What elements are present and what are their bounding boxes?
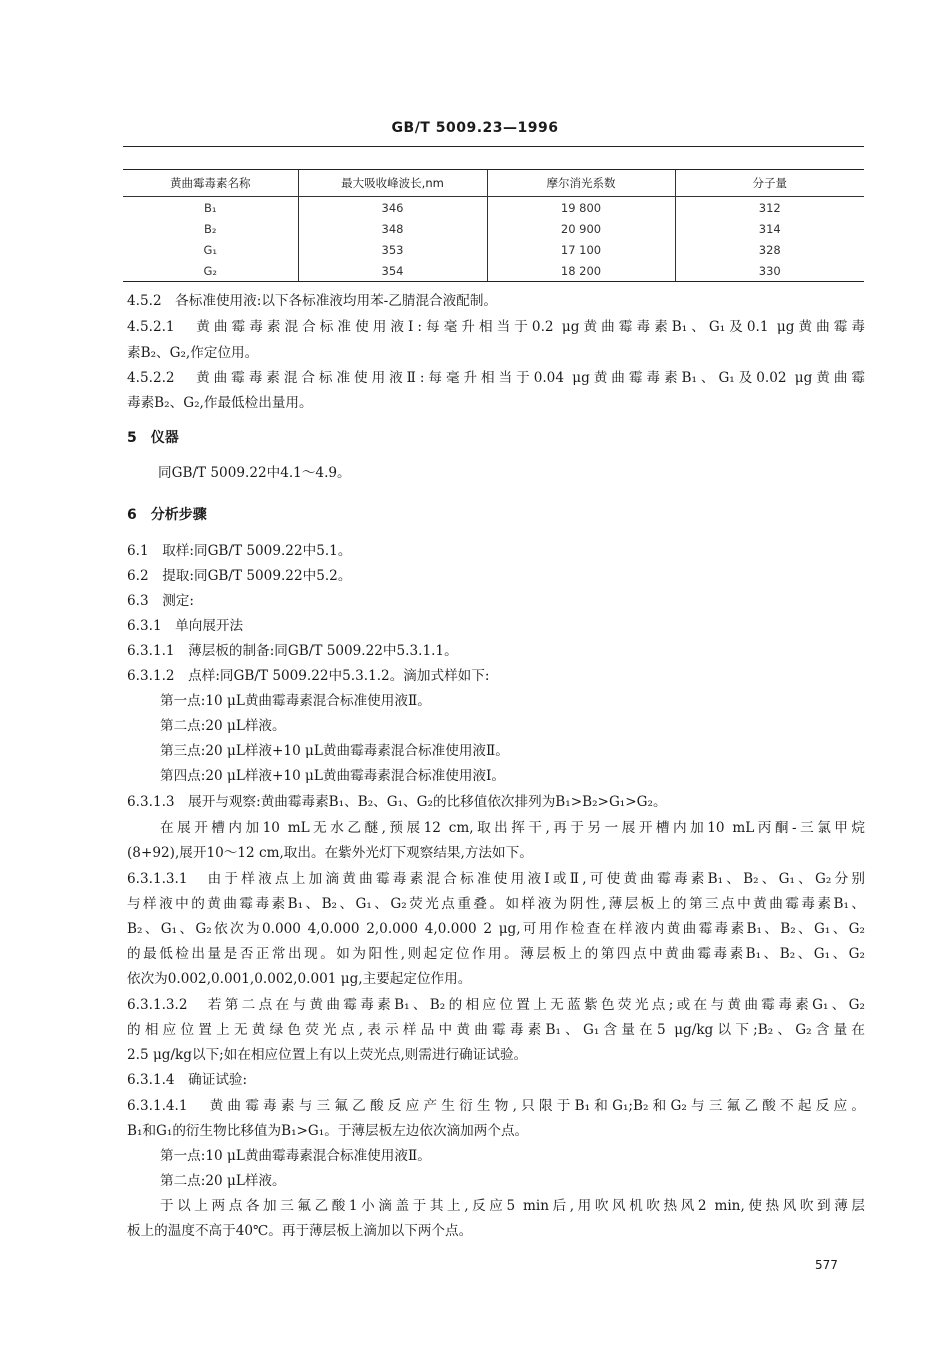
- clause-6-1: 6.1 取样:同GB/T 5009.22中5.1。: [127, 543, 352, 559]
- clause-6-3-1-3-cont: (8+92),展开10～12 cm,取出。在紫外光灯下观察结果,方法如下。: [127, 845, 533, 861]
- clause-6-3-1: 6.3.1 单向展开法: [127, 618, 244, 634]
- section-6-heading: 6 分析步骤: [127, 507, 207, 523]
- spot-4: 第四点:20 μL样液+10 μL黄曲霉毒素混合标准使用液Ⅰ。: [160, 768, 505, 784]
- spot-2: 第二点:20 μL样液。: [160, 718, 286, 734]
- clause-6-3: 6.3 测定:: [127, 593, 194, 609]
- section-5-text: 同GB/T 5009.22中4.1～4.9。: [158, 465, 351, 481]
- table-row: [123, 218, 864, 239]
- reaction-instructions: 于以上两点各加三氟乙酸1小滴盖于其上,反应5 min后,用吹风机吹热风2 min,使热风吹到薄层: [160, 1198, 865, 1214]
- cell-extinction: 19 800: [487, 197, 675, 219]
- clause-6-2: 6.2 提取:同GB/T 5009.22中5.2。: [127, 568, 352, 584]
- header-rule: [123, 146, 864, 147]
- clause-6-3-1-3-1: 6.3.1.3.1 由于样液点上加滴黄曲霉毒素混合标准使用液Ⅰ或Ⅱ,可使黄曲霉毒素B₁、B₂、G₁、G₂分别: [127, 871, 865, 887]
- clause-4-5-2: 4.5.2 各标准使用液:以下各标准液均用苯-乙腈混合液配制。: [127, 293, 498, 309]
- cell-wavelength: 353: [298, 239, 487, 260]
- clause-6-3-1-1: 6.3.1.1 薄层板的制备:同GB/T 5009.22中5.3.1.1。: [127, 643, 458, 659]
- cell-name: G₂: [123, 260, 298, 282]
- clause-6-3-1-3-1-cont1: 与样液中的黄曲霉毒素B₁、B₂、G₁、G₂荧光点重叠。如样液为阴性,薄层板上的第三点中黄曲霉毒素B₁、: [127, 896, 865, 912]
- table-row: [123, 197, 864, 219]
- clause-6-3-1-3: 6.3.1.3 展开与观察:黄曲霉毒素B₁、B₂、G₁、G₂的比移值依次排列为B₁>B₂>G₁>G₂。: [127, 794, 667, 810]
- aflatoxin-properties-table: [123, 170, 864, 282]
- reaction-instructions-cont: 板上的温度不高于40℃。再于薄层板上滴加以下两个点。: [127, 1223, 473, 1239]
- cell-molecular-weight: 330: [675, 260, 864, 282]
- table-row: [123, 239, 864, 260]
- standard-code-header: GB/T 5009.23—1996: [391, 120, 559, 136]
- clause-6-3-1-3-1-cont4: 依次为0.002,0.001,0.002,0.001 μg,主要起定位作用。: [127, 971, 472, 987]
- col-header-wavelength: 最大吸收峰波长,nm: [298, 170, 487, 197]
- page-number: 577: [815, 1258, 838, 1272]
- cell-wavelength: 346: [298, 197, 487, 219]
- cell-extinction: 18 200: [487, 260, 675, 282]
- section-5-heading: 5 仪器: [127, 430, 179, 446]
- cell-molecular-weight: 314: [675, 218, 864, 239]
- cell-name: B₂: [123, 218, 298, 239]
- clause-6-3-1-3-1-cont2: B₂、G₁、G₂依次为0.000 4,0.000 2,0.000 4,0.000 2 μg,可用作检查在样液内黄曲霉毒素B₁、B₂、G₁、G₂: [127, 921, 865, 937]
- col-header-molecular-weight: 分子量: [675, 170, 864, 197]
- col-header-name: 黄曲霉毒素名称: [123, 170, 298, 197]
- cell-molecular-weight: 328: [675, 239, 864, 260]
- clause-6-3-1-2: 6.3.1.2 点样:同GB/T 5009.22中5.3.1.2。滴加式样如下:: [127, 668, 490, 684]
- clause-6-3-1-4-1: 6.3.1.4.1 黄曲霉毒素与三氟乙酸反应产生衍生物,只限于B₁和G₁;B₂和G₂与三氟乙酸不起反应。: [127, 1098, 865, 1114]
- clause-4-5-2-1-cont: 素B₂、G₂,作定位用。: [127, 345, 259, 361]
- col-header-extinction: 摩尔消光系数: [487, 170, 675, 197]
- clause-6-3-1-3-2: 6.3.1.3.2 若第二点在与黄曲霉毒素B₁、B₂的相应位置上无蓝紫色荧光点;或在与黄曲霉毒素G₁、G₂: [127, 997, 865, 1013]
- cell-name: G₁: [123, 239, 298, 260]
- cell-wavelength: 348: [298, 218, 487, 239]
- clause-4-5-2-2-cont: 毒素B₂、G₂,作最低检出量用。: [127, 395, 313, 411]
- confirm-spot-1: 第一点:10 μL黄曲霉毒素混合标准使用液Ⅱ。: [160, 1148, 431, 1164]
- clause-6-3-1-3-1-cont3: 的最低检出量是否正常出现。如为阳性,则起定位作用。薄层板上的第四点中黄曲霉毒素B₁、B₂、G₁、G₂: [127, 946, 865, 962]
- cell-extinction: 17 100: [487, 239, 675, 260]
- clause-4-5-2-2: 4.5.2.2 黄曲霉毒素混合标准使用液Ⅱ:每毫升相当于0.04 μg黄曲霉毒素B₁、G₁及0.02 μg黄曲霉: [127, 370, 865, 386]
- clause-6-3-1-4: 6.3.1.4 确证试验:: [127, 1072, 248, 1088]
- spot-3: 第三点:20 μL样液+10 μL黄曲霉毒素混合标准使用液Ⅱ。: [160, 743, 509, 759]
- clause-4-5-2-1: 4.5.2.1 黄曲霉毒素混合标准使用液Ⅰ:每毫升相当于0.2 μg黄曲霉毒素B₁、G₁及0.1 μg黄曲霉毒: [127, 319, 865, 335]
- cell-molecular-weight: 312: [675, 197, 864, 219]
- clause-6-3-1-3-text: 在展开槽内加10 mL无水乙醚,预展12 cm,取出挥干,再于另一展开槽内加10 mL丙酮-三氯甲烷: [160, 820, 865, 836]
- table-header-row: [123, 170, 864, 197]
- clause-6-3-1-4-1-cont: B₁和G₁的衍生物比移值为B₁>G₁。于薄层板左边依次滴加两个点。: [127, 1123, 529, 1139]
- cell-name: B₁: [123, 197, 298, 219]
- clause-6-3-1-3-2-cont2: 2.5 μg/kg以下;如在相应位置上有以上荧光点,则需进行确证试验。: [127, 1047, 528, 1063]
- spot-1: 第一点:10 μL黄曲霉毒素混合标准使用液Ⅱ。: [160, 693, 431, 709]
- clause-6-3-1-3-2-cont1: 的相应位置上无黄绿色荧光点,表示样品中黄曲霉毒素B₁、G₁含量在5 μg/kg以下;B₂、G₂含量在: [127, 1022, 865, 1038]
- confirm-spot-2: 第二点:20 μL样液。: [160, 1173, 286, 1189]
- table-row: [123, 260, 864, 282]
- cell-wavelength: 354: [298, 260, 487, 282]
- cell-extinction: 20 900: [487, 218, 675, 239]
